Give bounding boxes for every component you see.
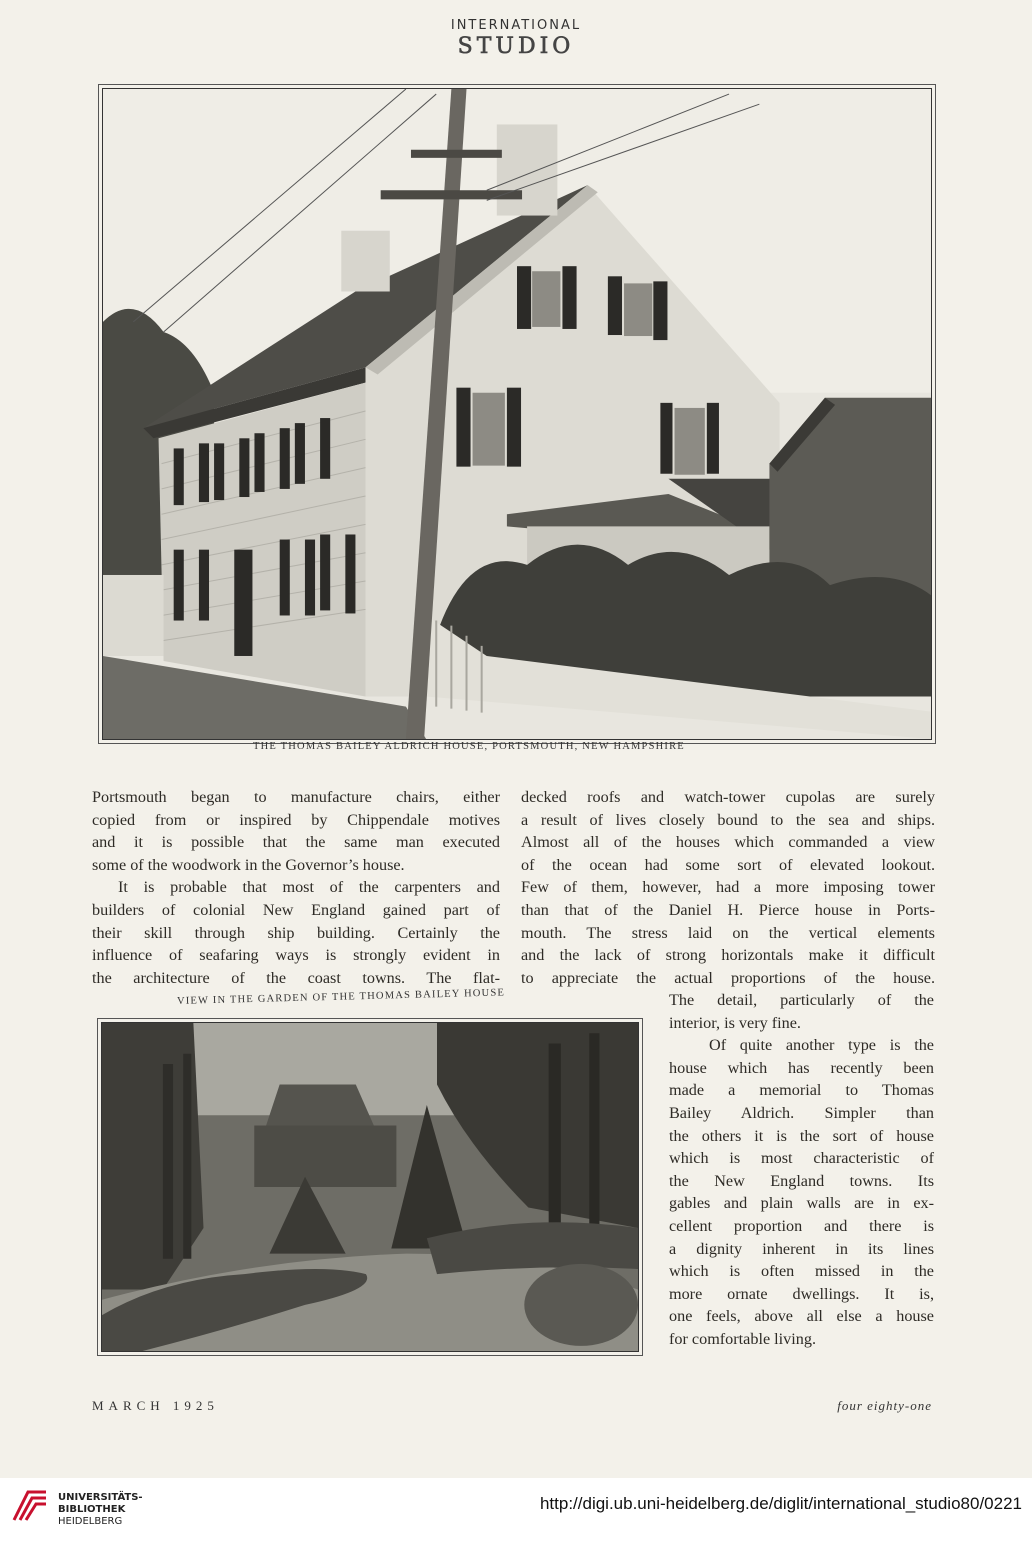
source-url-link[interactable]: http://digi.ub.uni-heidelberg.de/diglit/international_studio80/0221 xyxy=(539,1494,1022,1513)
text-line: one feels, above all else a house xyxy=(669,1307,934,1326)
text-line: gables and plain walls are in ex- xyxy=(669,1194,934,1213)
text-column-right-narrow xyxy=(669,989,934,1351)
text-line: the New England towns. Its xyxy=(669,1171,934,1190)
photo-aldrich-house xyxy=(102,88,932,740)
paragraph-right-2 xyxy=(669,989,934,1034)
text-line: copied from or inspired by Chippendale motives xyxy=(92,810,500,829)
text-line: and it is possible that the same man executed xyxy=(92,833,500,852)
text-line: the others it is the sort of house xyxy=(669,1126,934,1145)
text-line: a dignity inherent in its lines xyxy=(669,1239,934,1258)
photo-caption-main: THE THOMAS BAILEY ALDRICH HOUSE, PORTSMOUTH, NEW HAMPSHIRE xyxy=(253,741,685,752)
photo-caption-garden: VIEW IN THE GARDEN OF THE THOMAS BAILEY HOUSE xyxy=(176,987,506,1007)
text-line: builders of colonial New England gained part of xyxy=(92,900,500,919)
text-line: Portsmouth began to manufacture chairs, either xyxy=(92,788,500,806)
text-line: a result of lives closely bound to the sea and ships. xyxy=(521,810,935,829)
text-line: mouth. The stress laid on the vertical elements xyxy=(521,923,935,942)
university-library-logo-icon xyxy=(10,1486,50,1526)
text-line: Almost all of the houses which commanded a view xyxy=(521,833,935,852)
masthead-kicker: INTERNATIONAL xyxy=(450,18,582,33)
text-line: Of quite another type is the xyxy=(709,1036,934,1055)
text-line: to appreciate the actual proportions of the house. xyxy=(521,968,935,987)
library-name-line: HEIDELBERG xyxy=(58,1516,123,1527)
text-line: which is often missed in the xyxy=(669,1262,934,1281)
text-line: for comfortable living. xyxy=(669,1329,816,1348)
text-line: the architecture of the coast towns. The flat- xyxy=(92,968,500,987)
text-line: Bailey Aldrich. Simpler than xyxy=(669,1103,934,1122)
text-line: The detail, particularly of the xyxy=(669,991,934,1009)
text-line: their skill through ship building. Certainly the xyxy=(92,923,500,942)
paragraph-right-3 xyxy=(669,1034,934,1350)
photo-plate-garden xyxy=(97,1018,643,1356)
footer-page-number: four eighty-one xyxy=(837,1398,932,1413)
text-line: some of the woodwork in the Governor’s house. xyxy=(92,855,405,874)
text-line: more ornate dwellings. It is, xyxy=(669,1284,934,1303)
text-line: interior, is very fine. xyxy=(669,1013,801,1032)
photo-plate-aldrich-house xyxy=(98,84,936,744)
paragraph-left-2 xyxy=(92,876,500,989)
library-bar xyxy=(0,1478,1032,1553)
text-column-right xyxy=(521,786,935,989)
text-line: decked roofs and watch-tower cupolas are surely xyxy=(521,788,935,806)
text-line: than that of the Daniel H. Pierce house in Ports- xyxy=(521,900,935,919)
text-line: It is probable that most of the carpenters and xyxy=(118,878,500,897)
library-name-line: BIBLIOTHEK xyxy=(58,1504,126,1515)
paragraph-left-1 xyxy=(92,786,500,876)
library-name xyxy=(58,1492,143,1528)
masthead-title: STUDIO xyxy=(457,34,575,59)
text-line: of the ocean had some sort of elevated lookout. xyxy=(521,855,935,874)
text-line: house which has recently been xyxy=(669,1058,934,1077)
text-line: influence of seafaring ways is strongly evident in xyxy=(92,946,500,965)
text-line: cellent proportion and there is xyxy=(669,1216,934,1235)
text-line: which is most characteristic of xyxy=(669,1149,934,1168)
text-line: and the lack of strong horizontals make it difficult xyxy=(521,946,935,965)
library-name-line: UNIVERSITÄTS- xyxy=(58,1492,143,1503)
footer-date: MARCH 1925 xyxy=(92,1398,219,1413)
text-line: made a memorial to Thomas xyxy=(669,1081,934,1100)
text-column-left xyxy=(92,786,500,989)
photo-garden xyxy=(101,1022,639,1352)
text-line: Few of them, however, had a more imposing tower xyxy=(521,878,935,897)
paragraph-right-1 xyxy=(521,786,935,989)
